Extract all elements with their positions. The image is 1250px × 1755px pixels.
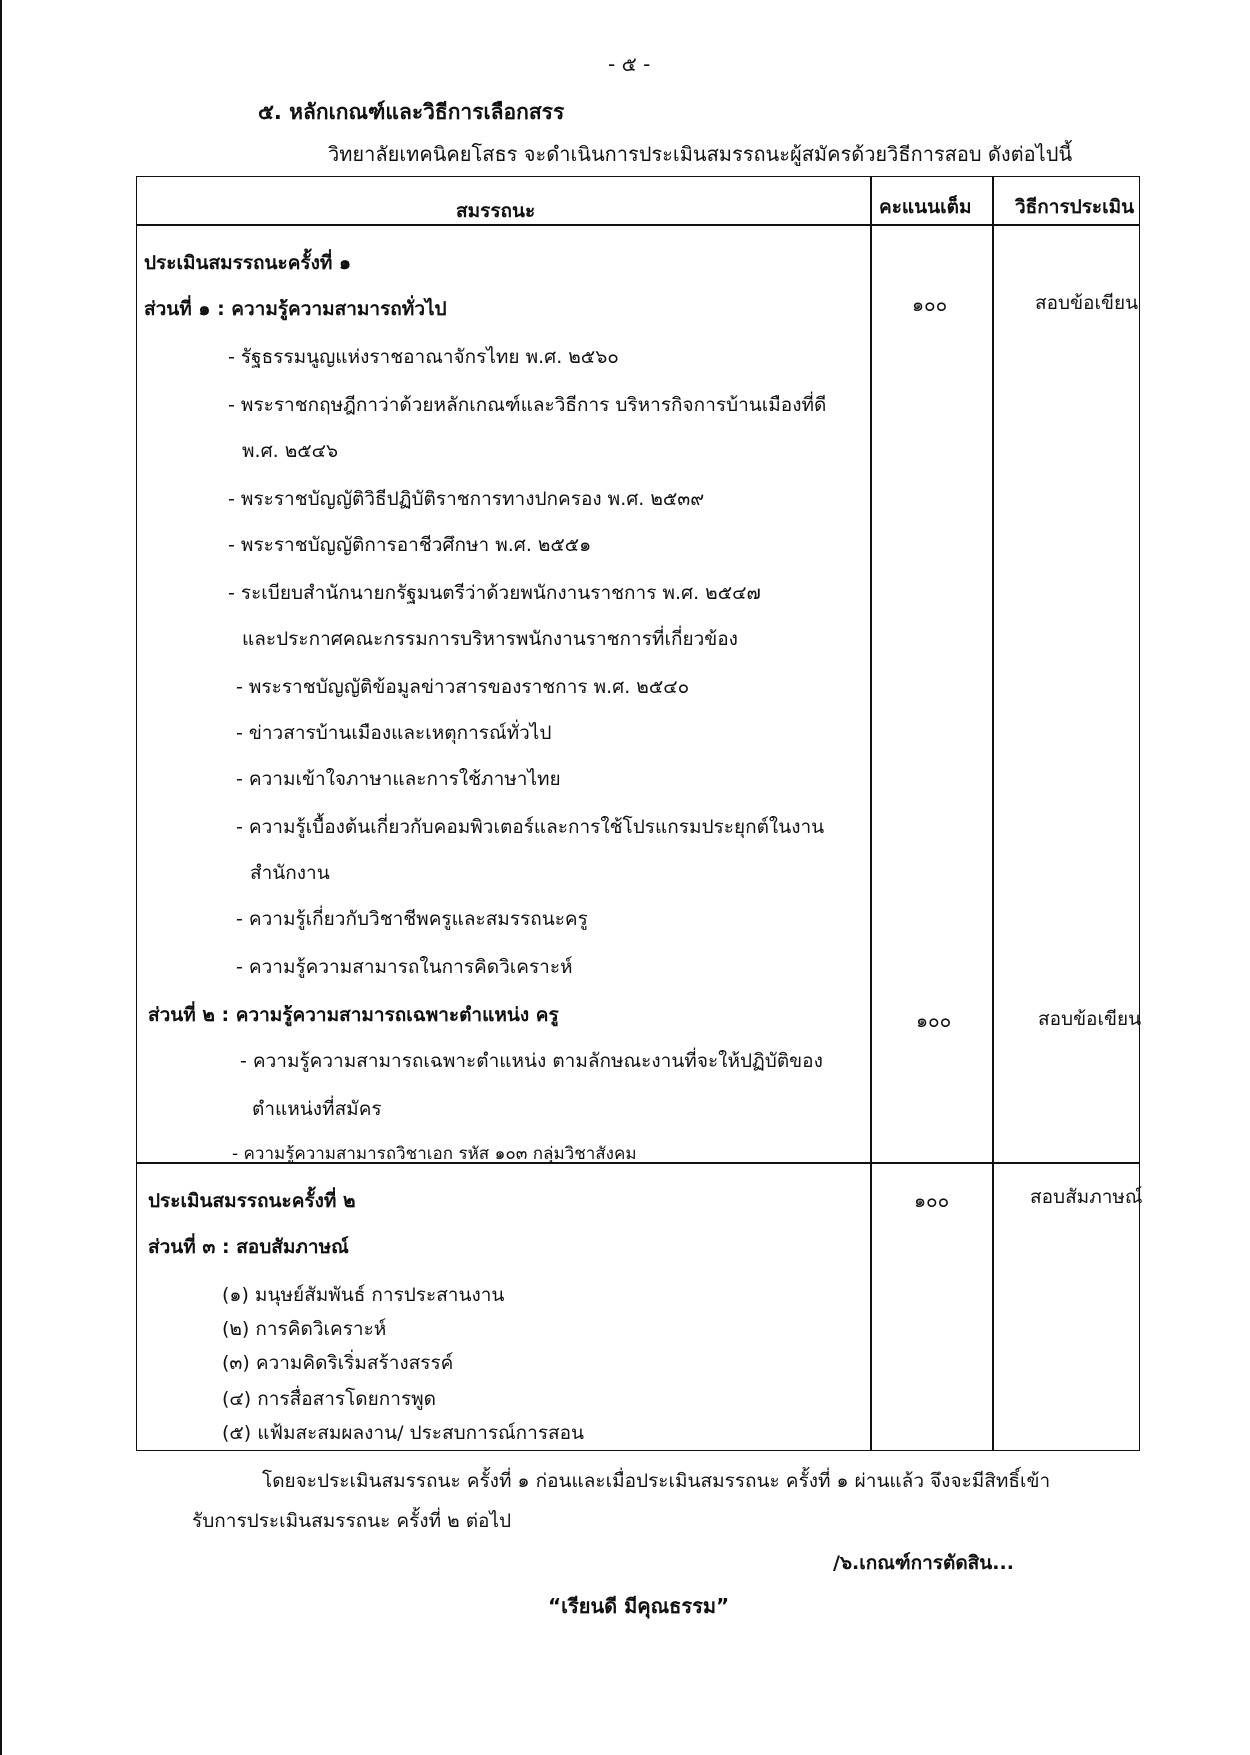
part3-item: (๕) แฟ้มสะสมผลงาน/ ประสบการณ์การสอน <box>222 1422 585 1444</box>
page-edge-line <box>0 0 2 1755</box>
section-heading: ๕. หลักเกณฑ์และวิธีการเลือกสรร <box>258 100 565 124</box>
part1-item: - ความรู้เกี่ยวกับวิชาชีพครูและสมรรถนะครู <box>236 908 588 930</box>
part3-item: (๔) การสื่อสารโดยการพูด <box>222 1388 437 1410</box>
round2-title: ประเมินสมรรถนะครั้งที่ ๒ <box>148 1190 356 1212</box>
part2-item: ตำแหน่งที่สมัคร <box>252 1098 382 1120</box>
part1-item: - พระราชบัญญัติวิธีปฏิบัติราชการทางปกครอง พ.ศ. ๒๕๓๙ <box>228 488 705 510</box>
intro-paragraph: วิทยาลัยเทคนิคยโสธร จะดำเนินการประเมินสมรรถนะผู้สมัครด้วยวิธีการสอบ ดังต่อไปนี้ <box>328 142 1073 166</box>
part2-title: ส่วนที่ ๒ : ความรู้ความสามารถเฉพาะตำแหน่ง ครู <box>148 1004 559 1026</box>
part3-item: (๑) มนุษย์สัมพันธ์ การประสานงาน <box>222 1284 505 1306</box>
round2-method: สอบสัมภาษณ์ <box>1030 1186 1143 1208</box>
part1-method: สอบข้อเขียน <box>1035 292 1139 314</box>
part1-item: - พระราชบัญญัติการอาชีวศึกษา พ.ศ. ๒๕๕๑ <box>228 534 592 556</box>
part2-item: - ความรู้ความสามารถเฉพาะตำแหน่ง ตามลักษณะงานที่จะให้ปฏิบัติของ <box>240 1050 823 1072</box>
header-full-score: คะแนนเต็ม <box>879 196 972 218</box>
part1-score: ๑๐๐ <box>912 294 948 316</box>
part1-item: สำนักงาน <box>250 862 330 884</box>
page-number: - ๕ - <box>608 52 651 76</box>
part3-title: ส่วนที่ ๓ : สอบสัมภาษณ์ <box>148 1236 349 1258</box>
part2-score: ๑๐๐ <box>916 1010 952 1032</box>
header-competency: สมรรถนะ <box>456 200 536 222</box>
part1-item: - ระเบียบสำนักนายกรัฐมนตรีว่าด้วยพนักงานราชการ พ.ศ. ๒๕๔๗ <box>228 582 761 604</box>
part1-item: - พระราชกฤษฎีกาว่าด้วยหลักเกณฑ์และวิธีการ บริหารกิจการบ้านเมืองที่ดี <box>228 394 827 416</box>
round1-title: ประเมินสมรรถนะครั้งที่ ๑ <box>144 252 352 274</box>
next-page-reference: /๖.เกณฑ์การตัดสิน... <box>833 1552 1014 1574</box>
round2-score: ๑๐๐ <box>914 1190 950 1212</box>
part1-item: - พระราชบัญญัติข้อมูลข่าวสารของราชการ พ.ศ. ๒๕๔๐ <box>236 676 690 698</box>
part1-item: - รัฐธรรมนูญแห่งราชอาณาจักรไทย พ.ศ. ๒๕๖๐ <box>228 346 619 368</box>
table-col-divider-2 <box>992 176 994 1451</box>
part3-item: (๓) ความคิดริเริ่มสร้างสรรค์ <box>222 1352 454 1374</box>
part1-item: - ความเข้าใจภาษาและการใช้ภาษาไทย <box>236 768 561 790</box>
part1-item: พ.ศ. ๒๕๔๖ <box>242 440 339 462</box>
part3-item: (๒) การคิดวิเคราะห์ <box>222 1318 387 1340</box>
part1-title: ส่วนที่ ๑ : ความรู้ความสามารถทั่วไป <box>144 298 447 320</box>
header-method: วิธีการประเมิน <box>1015 196 1135 218</box>
closing-line-2: รับการประเมินสมรรถนะ ครั้งที่ ๒ ต่อไป <box>192 1510 512 1532</box>
part1-item: และประกาศคณะกรรมการบริหารพนักงานราชการที่เกี่ยวข้อง <box>242 628 738 650</box>
part1-item: - ข่าวสารบ้านเมืองและเหตุการณ์ทั่วไป <box>236 722 552 744</box>
part2-item: - ความรู้ความสามารถวิชาเอก รหัส ๑๐๓ กลุ่มวิชาสังคม <box>232 1144 637 1164</box>
part1-item: - ความรู้ความสามารถในการคิดวิเคราะห์ <box>236 956 573 978</box>
motto: “เรียนดี มีคุณธรรม” <box>548 1594 730 1618</box>
closing-line-1: โดยจะประเมินสมรรถนะ ครั้งที่ ๑ ก่อนและเมื่อประเมินสมรรถนะ ครั้งที่ ๑ ผ่านแล้ว จึงจะมีสิทธิ์เข้า <box>262 1470 1051 1492</box>
part1-item: - ความรู้เบื้องต้นเกี่ยวกับคอมพิวเตอร์และการใช้โปรแกรมประยุกต์ในงาน <box>236 816 825 838</box>
table-col-divider-1 <box>870 176 872 1451</box>
part2-method: สอบข้อเขียน <box>1038 1008 1142 1030</box>
table-header-divider <box>136 224 1140 226</box>
